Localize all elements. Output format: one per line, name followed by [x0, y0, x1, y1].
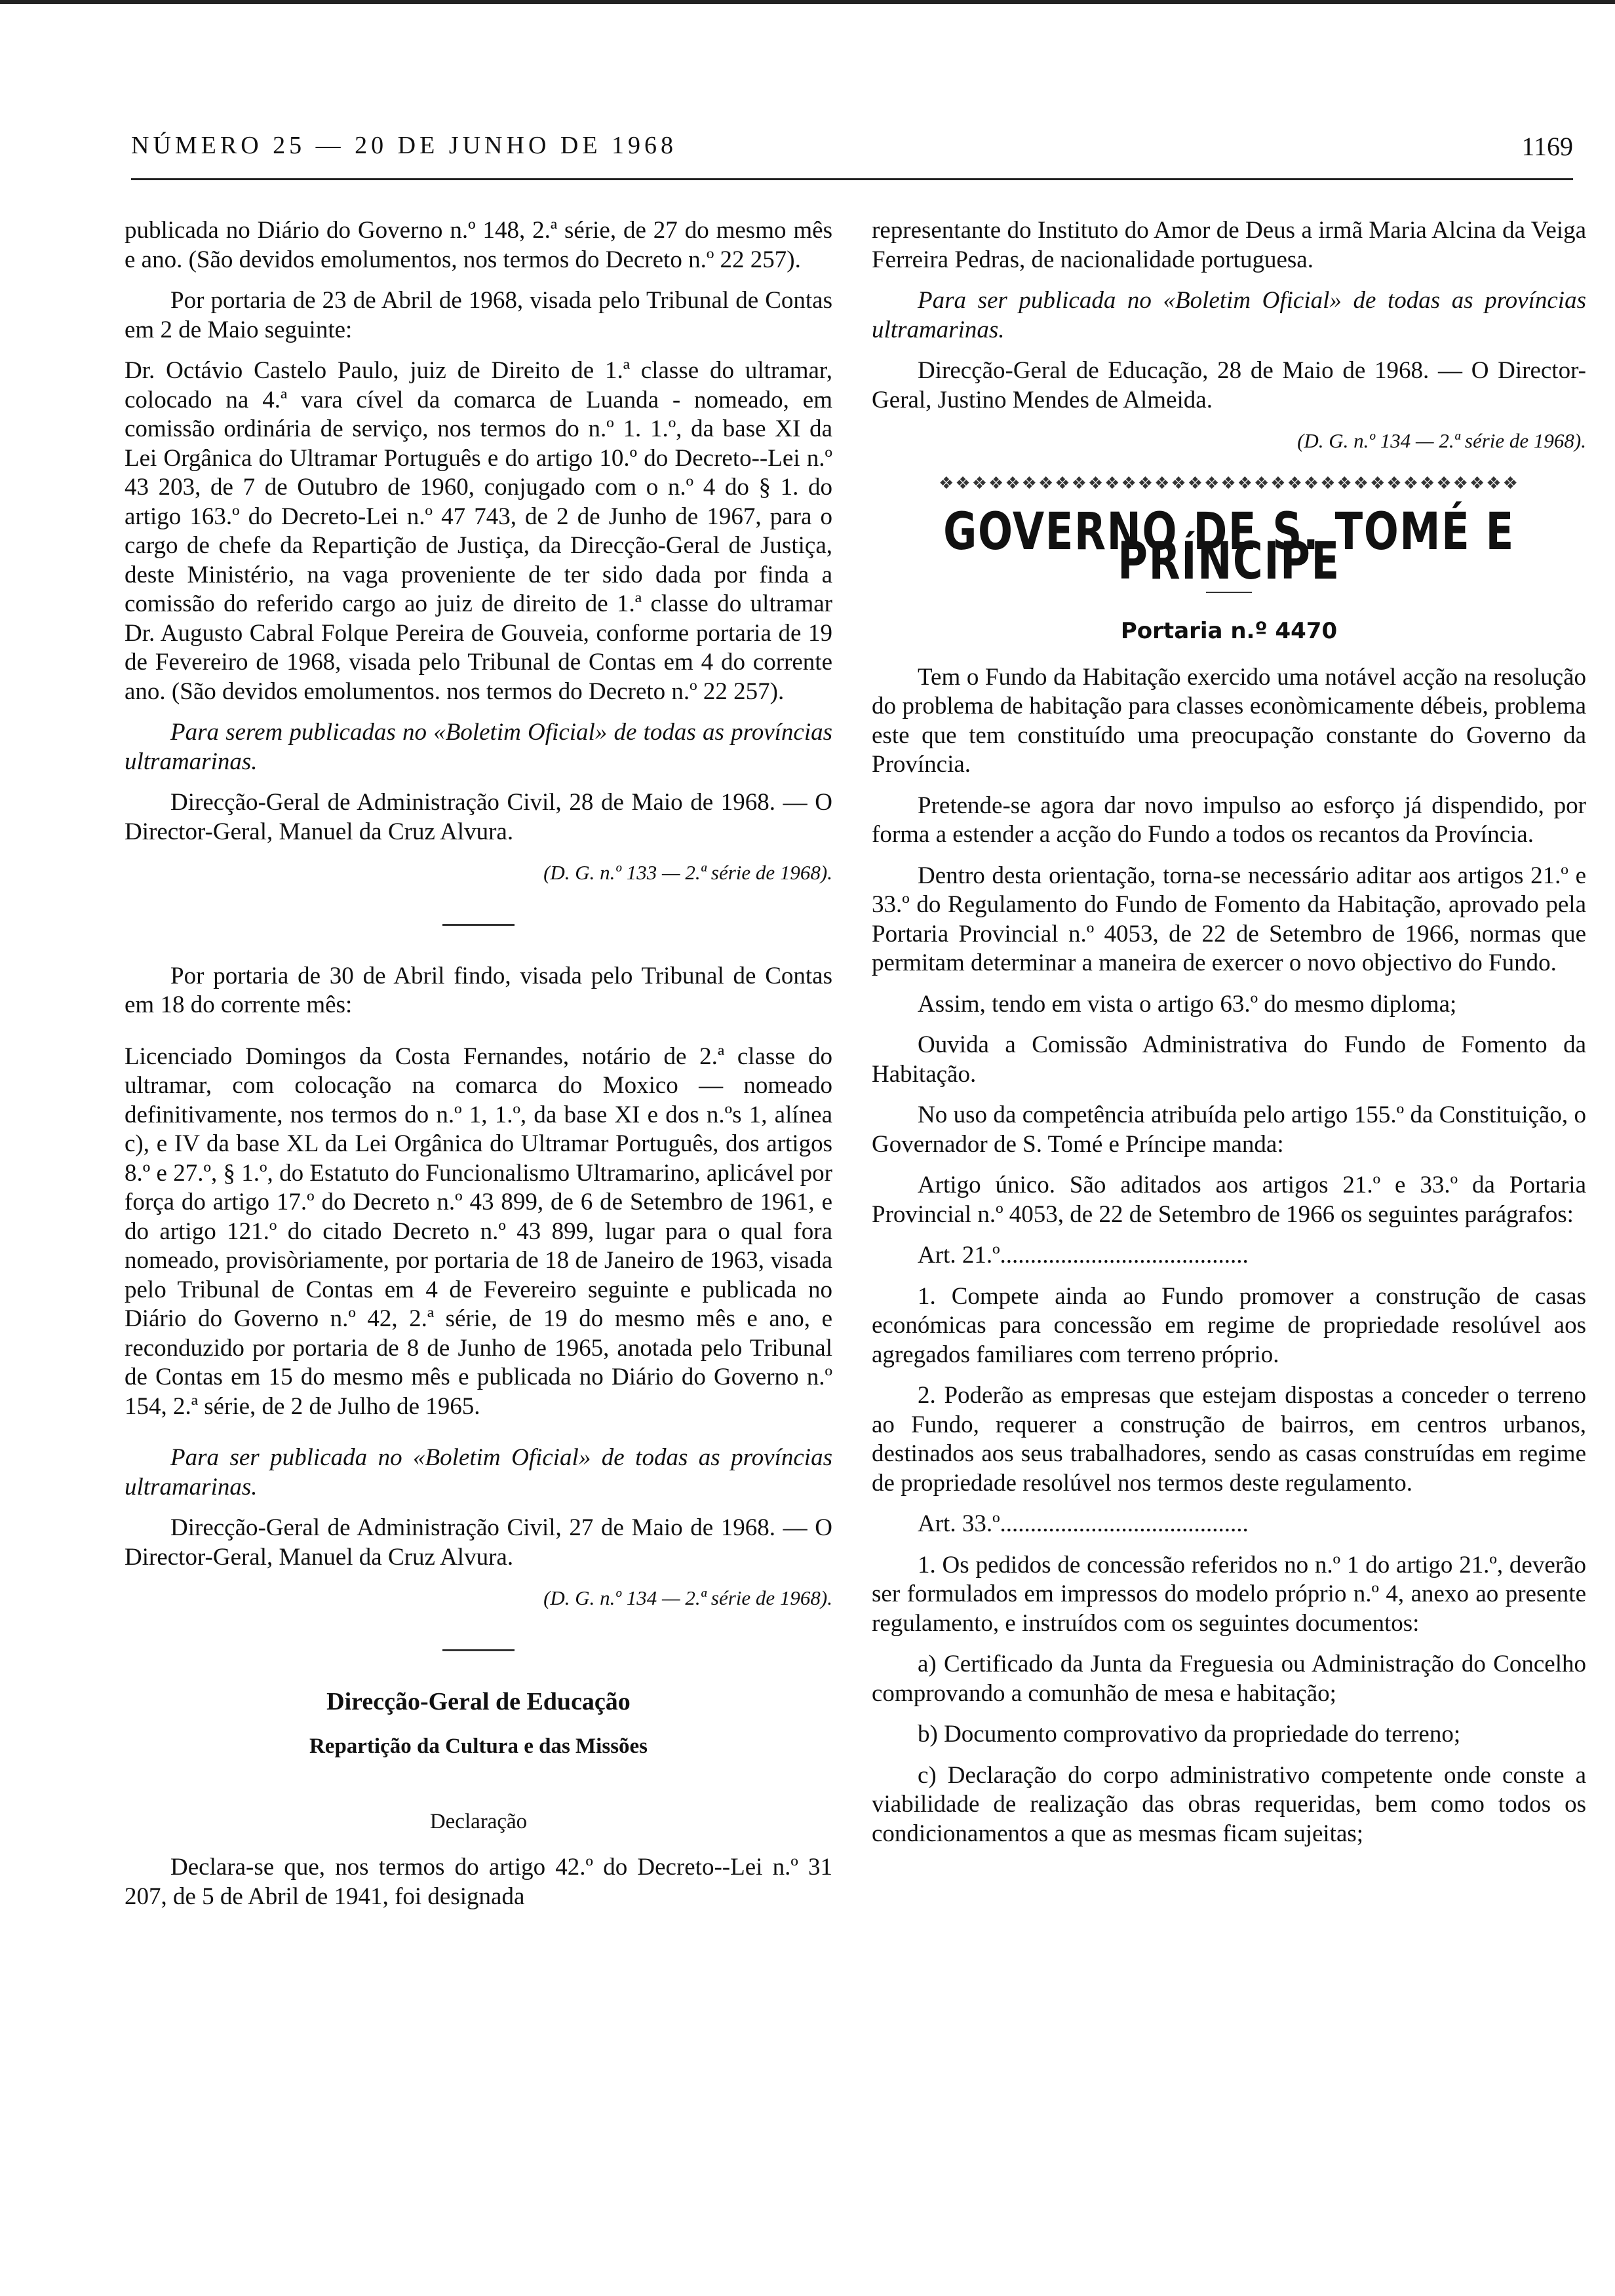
publication-note: Para serem publicadas no «Boletim Oficial» de todas as províncias ultramarinas.: [125, 719, 832, 775]
paragraph: Ouvida a Comissão Administrativa do Fundo de Fomento da Habitação.: [872, 1031, 1586, 1088]
declaration-title: Declaração: [429, 1809, 528, 1833]
paragraph: Dr. Octávio Castelo Paulo, juiz de Direito de 1.ª classe do ultramar, colocado na 4.ª vara cível da comarca de Luanda - nomeado, em comissão ordinária de serviço, nos termos do n.º 1. 1.º, da base XI da Lei Orgânica do Ultramar Português e do artigo 10.º do Decreto--Lei n.º 43 203, de 7 de Outubro de 1960, conjugado com o n.º 4 do § 1. do artigo 163.º do Decreto-Lei n.º 47 743, de 2 de Junho de 1967, para o cargo de chefe da Repartição de Justiça, da Direcção-Geral de Justiça, deste Ministério, na vaga proveniente de ter sido dada por finda a comissão do referido cargo ao juiz de direito de 1.ª classe do ultramar Dr. Augusto Cabral Folque Pereira de Gouveia, conforme portaria de 19 de Fevereiro de 1968, visada pelo Tribunal de Contas em 4 do corrente ano. (São devidos emolumentos. nos termos do Decreto n.º 22 257).: [125, 357, 832, 705]
paragraph: Dentro desta orientação, torna-se necessário aditar aos artigos 21.º e 33.º do Regulamento do Fundo de Fomento da Habitação, aprovado pela Portaria Provincial n.º 4053, de 22 de Setembro de 1966, normas que permitam determinar a maneira de exercer o novo objectivo do Fundo.: [872, 862, 1586, 976]
page-header: [131, 131, 1573, 170]
left-column: [125, 216, 832, 1923]
article-heading: Art. 33.º.........................................: [918, 1510, 1249, 1537]
page-number: 1169: [1521, 132, 1573, 161]
ornament-divider: ❖❖❖❖❖❖❖❖❖❖❖❖❖❖❖❖❖❖❖❖❖❖❖❖❖❖❖❖❖❖❖❖❖❖❖: [939, 473, 1519, 493]
paragraph: Pretende-se agora dar novo impulso ao esforço já dispendido, por forma a estender a acção do Fundo a todos os recantos da Província.: [872, 792, 1586, 848]
paragraph: Por portaria de 23 de Abril de 1968, visada pelo Tribunal de Contas em 2 de Maio seguinte:: [125, 287, 832, 343]
paragraph: 1. Compete ainda ao Fundo promover a construção de casas económicas para concessão em regime de propriedade resolúvel aos agregados familiares com terreno próprio.: [872, 1282, 1586, 1368]
reference: (D. G. n.º 134 — 2.ª série de 1968).: [1297, 429, 1586, 452]
paragraph: Por portaria de 30 de Abril findo, visada pelo Tribunal de Contas em 18 do corrente mês:: [125, 962, 832, 1018]
paragraph: No uso da competência atribuída pelo artigo 155.º da Constituição, o Governador de S. Tomé e Príncipe manda:: [872, 1101, 1586, 1158]
paragraph: Licenciado Domingos da Costa Fernandes, notário de 2.ª classe do ultramar, com colocação na comarca do Moxico — nomeado definitivamente, nos termos do n.º 1, 1.º, da base XI e dos n.ºs 1, alínea c), e IV da base XL da Lei Orgânica do Ultramar Português, dos artigos 8.º e 27.º, § 1.º, do Estatuto do Funcionalismo Ultramarino, aplicável por força do artigo 17.º do Decreto n.º 43 899, de 6 de Setembro de 1961, e do artigo 121.º do citado Decreto n.º 43 899, lugar para o qual fora nomeado, provisòriamente, por portaria de 18 de Janeiro de 1963, visada pelo Tribunal de Contas em 4 de Fevereiro seguinte e publicada no Diário do Governo n.º 42, 2.ª série, de 19 do mesmo mês e ano, e reconduzido por portaria de 8 de Junho de 1965, anotada pelo Tribunal de Contas em 15 do mesmo mês e publicada no Diário do Governo n.º 154, 2.ª série, de 2 de Julho de 1965.: [125, 1043, 832, 1420]
right-column: [872, 216, 1586, 1860]
paragraph: Tem o Fundo da Habitação exercido uma notável acção na resolução do problema de habitação para classes econòmicamente débeis, problema este que tem constituído uma preocupação constante do Governo da Província.: [872, 663, 1586, 778]
paragraph: 1. Os pedidos de concessão referidos no n.º 1 do artigo 21.º, deverão ser formulados em impressos do modelo próprio n.º 4, anexo ao presente regulamento, e instruídos com os seguintes documentos:: [872, 1551, 1586, 1637]
top-border: [0, 0, 1615, 4]
signature: Direcção-Geral de Educação, 28 de Maio de 1968. — O Director-Geral, Justino Mendes de Almeida.: [872, 357, 1586, 413]
sub-heading: Repartição da Cultura e das Missões: [309, 1734, 648, 1758]
paragraph: 2. Poderão as empresas que estejam dispostas a conceder o terreno ao Fundo, requerer a construção de bairros, em centros urbanos, destinados aos seus trabalhadores, sendo as casas construídas em regime de propriedade resolúvel nos termos deste regulamento.: [872, 1382, 1586, 1497]
paragraph: Artigo único. São aditados aos artigos 21.º e 33.º da Portaria Provincial n.º 4053, de 22 de Setembro de 1966 os seguintes parágrafos:: [872, 1172, 1586, 1228]
section-heading: Direcção-Geral de Educação: [326, 1687, 631, 1715]
paragraph: representante do Instituto do Amor de Deus a irmã Maria Alcina da Veiga Ferreira Pedras, de nacionalidade portuguesa.: [872, 217, 1586, 273]
section-separator: [442, 924, 515, 926]
short-separator: [1206, 592, 1252, 593]
paragraph: Declara-se que, nos termos do artigo 42.º do Decreto--Lei n.º 31 207, de 5 de Abril de 1941, foi designada: [125, 1854, 832, 1910]
publication-note: Para ser publicada no «Boletim Oficial» de todas as províncias ultramarinas.: [125, 1444, 832, 1501]
portaria-title: Portaria n.º 4470: [1120, 618, 1338, 644]
paragraph: Assim, tendo em vista o artigo 63.º do mesmo diploma;: [918, 990, 1457, 1018]
list-item: c) Declaração do corpo administrativo competente onde conste a viabilidade de realização das obras requeridas, bem como todos os condicionamentos a que as mesmas ficam sujeitas;: [872, 1761, 1586, 1847]
issue-date: NÚMERO 25 — 20 DE JUNHO DE 1968: [131, 132, 678, 159]
article-heading: Art. 21.º.........................................: [918, 1242, 1249, 1269]
publication-note: Para ser publicada no «Boletim Oficial» de todas as províncias ultramarinas.: [872, 287, 1586, 343]
reference: (D. G. n.º 134 — 2.ª série de 1968).: [543, 1586, 832, 1609]
government-title: GOVERNO DE S. TOMÉ E PRÍNCIPE: [943, 503, 1515, 591]
section-separator: [442, 1649, 515, 1651]
signature: Direcção-Geral de Administração Civil, 27 de Maio de 1968. — O Director-Geral, Manuel da Cruz Alvura.: [125, 1514, 832, 1571]
list-item: a) Certificado da Junta da Freguesia ou Administração do Concelho comprovando a comunhão de mesa e habitação;: [872, 1651, 1586, 1707]
paragraph: publicada no Diário do Governo n.º 148, 2.ª série, de 27 do mesmo mês e ano. (São devidos emolumentos, nos termos do Decreto n.º 22 257).: [125, 217, 832, 273]
header-rule: [131, 178, 1573, 180]
list-item: b) Documento comprovativo da propriedade do terreno;: [918, 1721, 1461, 1748]
signature: Direcção-Geral de Administração Civil, 28 de Maio de 1968. — O Director-Geral, Manuel da Cruz Alvura.: [125, 789, 832, 845]
reference: (D. G. n.º 133 — 2.ª série de 1968).: [543, 861, 832, 884]
